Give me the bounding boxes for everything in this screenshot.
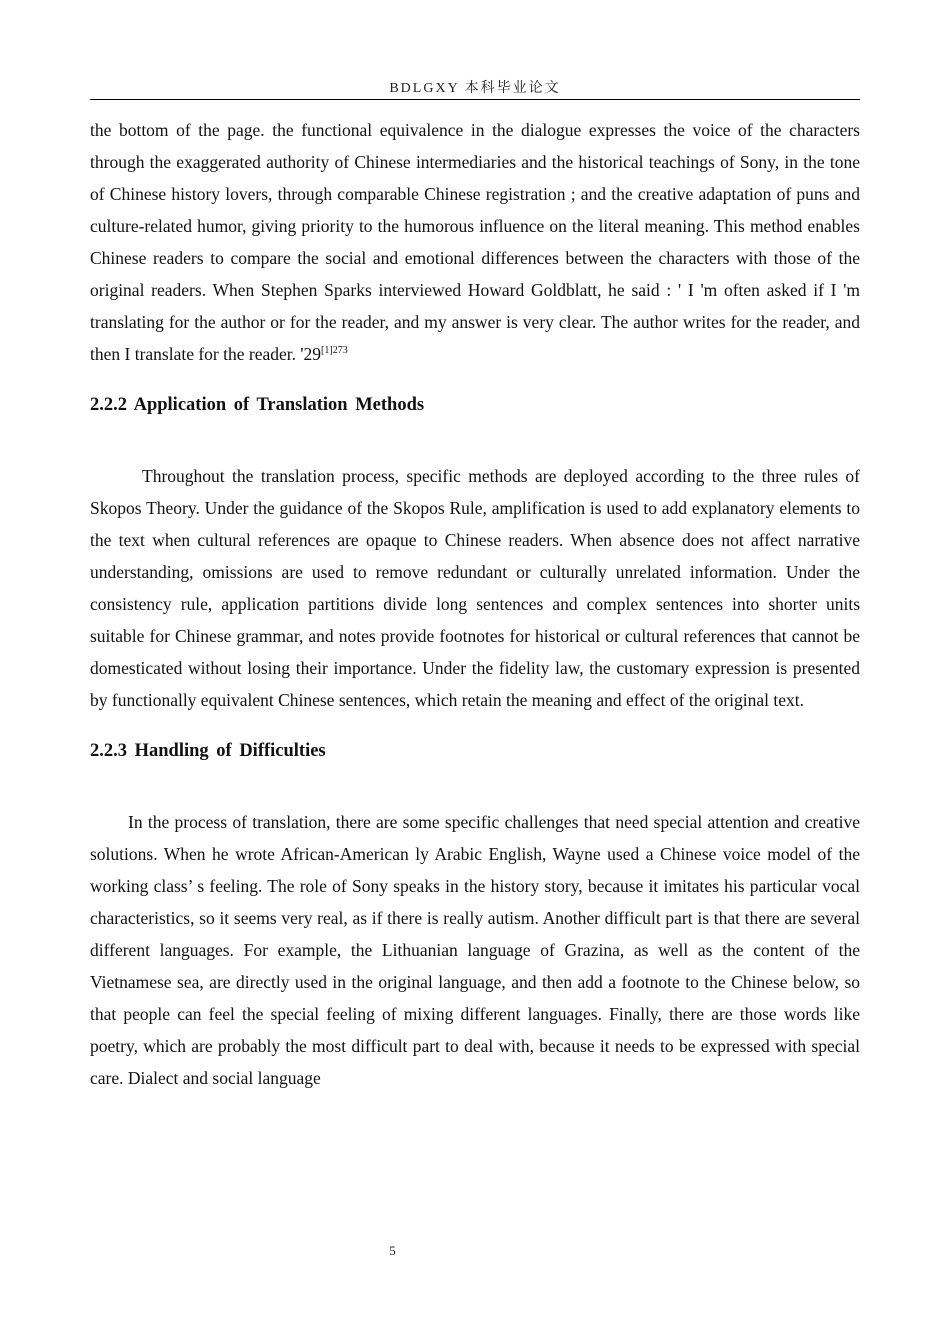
paragraph-text: the bottom of the page. the functional equivalence in the dialogue expresses the voice of the characters through the exaggerated authority of Chinese intermediaries and the historical teachings of Sony, in the tone of Chinese history lovers, through comparable Chinese registration ; and the creative adaptation of puns and culture-related humor, giving priority to the humorous influence on the literal meaning. This method enables Chinese readers to compare the social and emotional differences between the characters with those of the original readers. When Stephen Sparks interviewed Howard Goldblatt, he said : ' I 'm often asked if I 'm translating for the author or for the reader, and my answer is very clear. The author writes for the reader, and then I translate for the reader. '29 <box>90 120 860 364</box>
section-heading-2-2-2: 2.2.2 Application of Translation Methods <box>90 395 425 415</box>
page-number: 5 <box>389 1243 396 1258</box>
citation-superscript: [1]273 <box>321 345 348 356</box>
running-header: BDLGXY 本科毕业论文 <box>389 81 561 96</box>
section-heading-2-2-3: 2.2.3 Handling of Difficulties <box>90 741 326 761</box>
header-divider <box>90 99 860 100</box>
page-body <box>90 114 860 1094</box>
body-paragraph-1 <box>90 114 860 370</box>
body-paragraph-3: In the process of translation, there are some specific challenges that need special attention and creative solutions. When he wrote African-American ly Arabic English, Wayne used a Chinese voice model of the working class’ s feeling. The role of Sony speaks in the history story, because it imitates his particular vocal characteristics, so it seems very real, as if there is really autism. Another difficult part is that there are several different languages. For example, the Lithuanian language of Grazina, as well as the content of the Vietnamese sea, are directly used in the original language, and then add a footnote to the Chinese below, so that people can feel the special feeling of mixing different languages. Finally, there are those words like poetry, which are probably the most difficult part to deal with, because it needs to be expressed with special care. Dialect and social language <box>90 812 860 1088</box>
body-paragraph-2: Throughout the translation process, specific methods are deployed according to the three rules of Skopos Theory. Under the guidance of the Skopos Rule, amplification is used to add explanatory elements to the text when cultural references are opaque to Chinese readers. When absence does not affect narrative understanding, omissions are used to remove redundant or culturally unrelated information. Under the consistency rule, application partitions divide long sentences and complex sentences into shorter units suitable for Chinese grammar, and notes provide footnotes for historical or cultural references that cannot be domesticated without losing their importance. Under the fidelity law, the customary expression is presented by functionally equivalent Chinese sentences, which retain the meaning and effect of the original text. <box>90 466 860 710</box>
